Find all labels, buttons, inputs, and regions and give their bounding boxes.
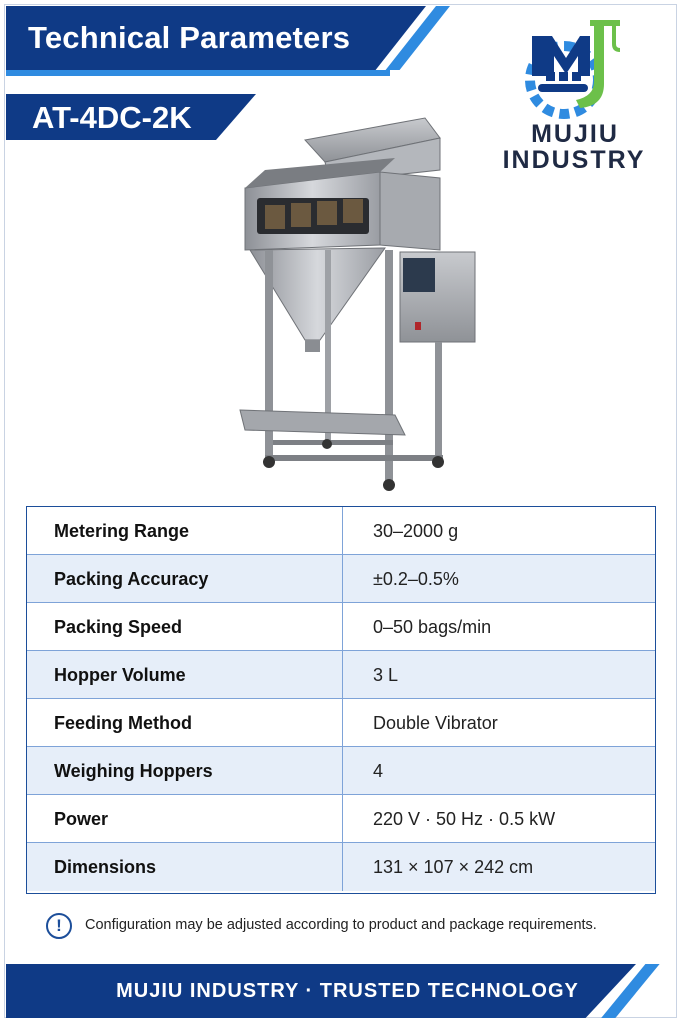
column-divider xyxy=(342,795,343,842)
table-row xyxy=(27,795,655,843)
gear-crane-logo-icon xyxy=(520,14,630,124)
column-divider xyxy=(342,555,343,602)
configuration-note: Configuration may be adjusted according to product and package requirements. xyxy=(85,917,597,933)
column-divider xyxy=(342,603,343,650)
param-value: 220 V · 50 Hz · 0.5 kW xyxy=(373,809,556,829)
column-divider xyxy=(342,747,343,794)
page-title: Technical Parameters xyxy=(28,20,351,55)
param-label: Weighing Hoppers xyxy=(54,761,213,781)
param-value: ±0.2–0.5% xyxy=(373,569,459,589)
table-row xyxy=(27,699,655,747)
model-number: AT-4DC-2K xyxy=(32,100,192,135)
table-row xyxy=(27,843,655,891)
param-value: 4 xyxy=(373,761,384,781)
footer-tagline: MUJIU INDUSTRY · TRUSTED TECHNOLOGY xyxy=(116,980,579,1002)
param-value: 0–50 bags/min xyxy=(373,617,492,637)
column-divider xyxy=(342,651,343,698)
info-exclamation-icon: ! xyxy=(46,913,72,939)
param-value: 30–2000 g xyxy=(373,521,459,541)
param-value: 131 × 107 × 242 cm xyxy=(373,857,534,877)
param-label: Hopper Volume xyxy=(54,665,186,685)
param-label: Packing Accuracy xyxy=(54,569,209,589)
column-divider xyxy=(342,843,343,891)
parameters-table xyxy=(26,506,656,894)
table-row xyxy=(27,747,655,795)
title-underline xyxy=(6,70,390,76)
param-label: Packing Speed xyxy=(54,617,183,637)
table-row xyxy=(27,651,655,699)
param-label: Feeding Method xyxy=(54,713,192,733)
param-label: Power xyxy=(54,809,109,829)
brand-name-line1: MUJIU xyxy=(531,120,619,148)
column-divider xyxy=(342,699,343,746)
table-row xyxy=(27,507,655,555)
column-divider xyxy=(342,507,343,554)
param-label: Dimensions xyxy=(54,857,157,877)
weighing-filling-machine-image xyxy=(235,110,485,495)
table-row xyxy=(27,603,655,651)
brand-name-line2: INDUSTRY xyxy=(502,146,646,174)
table-row xyxy=(27,555,655,603)
param-value: 3 L xyxy=(373,665,399,685)
param-label: Metering Range xyxy=(54,521,190,541)
param-value: Double Vibrator xyxy=(373,713,498,733)
